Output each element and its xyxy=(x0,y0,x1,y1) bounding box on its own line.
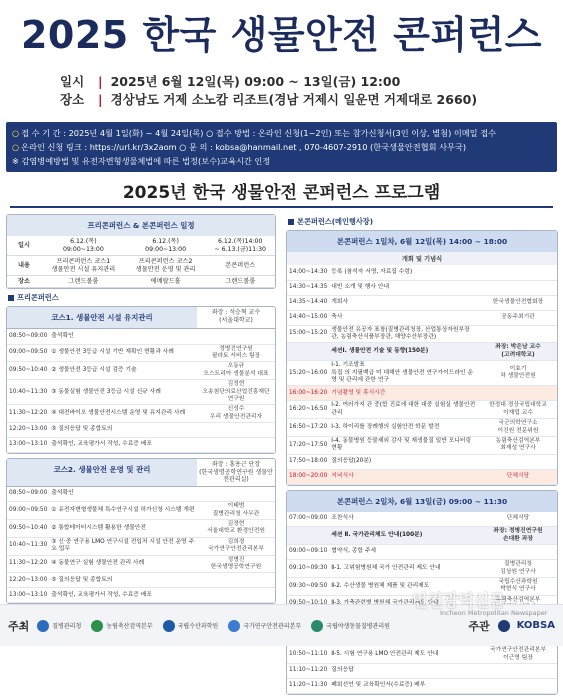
program-session: ④ 동물연구 실험 생물안전 관리 사례 xyxy=(49,555,197,573)
course1-title: 코스1. 생물안전 시설 유지관리 xyxy=(7,307,197,328)
program-speaker xyxy=(479,679,557,694)
program-row xyxy=(287,386,557,401)
schedule-cell-course2: 6.12.(목) 09:00~13:00 xyxy=(126,236,206,256)
org-name: 국가연구안전관리본부 xyxy=(243,623,302,630)
host-org xyxy=(37,620,81,632)
program-session: 세션 Ⅱ. 국가관리체도 안내(100분) xyxy=(329,527,479,545)
program-time: 11:20~11:30 xyxy=(287,679,329,694)
program-time: 14:30~14:35 xyxy=(287,280,329,295)
program-time: 18:00~20:00 xyxy=(287,469,329,484)
registration-box xyxy=(6,122,557,172)
program-row xyxy=(287,512,557,527)
organizer xyxy=(468,618,555,634)
divider-bar: | xyxy=(98,73,103,89)
program-time: 11:10~11:20 xyxy=(287,664,329,679)
newspaper-watermark: 인천광역신문 xyxy=(412,591,505,610)
program-session: Ⅱ-2. 수산생물 병원체 제품 및 관리제도 xyxy=(329,577,479,595)
program-session: 질의응답(20분) xyxy=(329,454,479,469)
day2-heading: 본콘퍼런스 2일차, 6월 13일(금) 09:00 ~ 11:30 xyxy=(287,491,557,512)
day1-card xyxy=(286,230,558,486)
opening-ceremony-label: 개회 및 기념식 xyxy=(287,252,557,265)
program-row xyxy=(7,537,275,555)
venue-row xyxy=(60,90,550,108)
program-speaker: 김정현 오송첨단의료산업진흥재단 연구원 xyxy=(197,380,275,405)
host-org xyxy=(311,620,390,632)
schedule-cell-course2: 프리콘퍼런스 코스2 생물안전 운영 및 관리 xyxy=(126,256,206,276)
program-time: 16:20~16:50 xyxy=(287,401,329,419)
schedule-row xyxy=(7,236,275,256)
program-session: 축사 xyxy=(329,310,479,325)
program-title: 2025년 한국 생물안전 콘퍼런스 프로그램 xyxy=(122,183,441,203)
program-speaker xyxy=(479,545,557,560)
program-session: 질의응답 xyxy=(329,664,479,679)
schedule-row-label: 일시 xyxy=(7,236,41,256)
venue-value: 경상남도 거제 소노캄 리조트(경남 거제시 일운면 거제대로 2660) xyxy=(110,92,478,107)
schedule-cell-main: 그랜드볼룸 xyxy=(205,276,275,288)
program-time: 14:00~14:30 xyxy=(287,265,329,280)
program-row xyxy=(7,380,275,405)
program-speaker: 한정대 경상국립대학교 이재업 교수 xyxy=(479,401,557,419)
program-session: 조찬식사 xyxy=(329,512,479,527)
schedule-row xyxy=(7,276,275,288)
program-time: 09:50~10:40 xyxy=(7,519,49,537)
program-speaker: 공동주최기관 xyxy=(479,310,557,325)
program-speaker: 김정현 서울대학교 환경안전원 xyxy=(197,519,275,537)
program-session: ⑤ 질의응답 및 종합토의 xyxy=(49,573,197,588)
schedule-row-label: 내용 xyxy=(7,256,41,276)
schedule-cell-course1: 6.12.(목) 09:00~13:00 xyxy=(41,236,126,256)
program-row xyxy=(7,329,275,344)
schedule-heading: 프리콘퍼런스 & 본콘퍼런스 일정 xyxy=(7,215,275,236)
program-row xyxy=(287,646,557,664)
program-time: 14:40~15:00 xyxy=(287,310,329,325)
host-org xyxy=(163,620,219,632)
program-time: 09:10~09:30 xyxy=(287,560,329,578)
program-speaker: 신성수 우리 생물안전관리자 xyxy=(197,405,275,423)
program-row xyxy=(287,310,557,325)
program-time: 10:40~11:30 xyxy=(7,537,49,555)
program-row xyxy=(287,295,557,310)
program-speaker: 한국생물안전협회장 xyxy=(479,295,557,310)
program-session: 기념촬영 및 휴식시간 xyxy=(329,386,479,401)
schedule-cell-main: 6.12.(목)14:00 ~ 6.13.(금)11:30 xyxy=(205,236,275,256)
program-speaker: 단체식당 xyxy=(479,469,557,484)
organizer-name: KOBSA xyxy=(516,620,555,631)
program-row xyxy=(7,487,275,502)
program-row xyxy=(7,519,275,537)
program-row xyxy=(7,588,275,603)
program-speaker: 정병진연구원 필라토 서비스 팀장 xyxy=(197,344,275,362)
program-session: 세션Ⅰ. 생물안전 기술 및 동향(150분) xyxy=(329,343,479,361)
org-name: 국립야생동물질병관리원 xyxy=(326,623,390,630)
program-time: 14:35~14:40 xyxy=(287,295,329,310)
program-time: 09:00~09:50 xyxy=(7,502,49,520)
left-column xyxy=(6,214,276,617)
program-session: Ⅱ-1. 고위험병원체 국가 안전관리 제도 안내 xyxy=(329,560,479,578)
program-time: 12:20~13:00 xyxy=(7,423,49,438)
day1-table xyxy=(287,265,557,485)
program-row xyxy=(287,325,557,343)
program-row xyxy=(287,401,557,419)
program-session: ③ 동물실험 생물안전 3등급 시설 신규 사례 xyxy=(49,380,197,405)
program-row xyxy=(287,343,557,361)
program-session: 저녁식사 xyxy=(329,469,479,484)
org-emblem-icon xyxy=(228,620,240,632)
schedule-cell-course1: 프리콘퍼런스 코스1 생물안전 시설 유지관리 xyxy=(41,256,126,276)
schedule-row xyxy=(7,256,275,276)
square-bullet-icon xyxy=(288,219,294,225)
registration-line-3: ※ 감염병예방법 및 유전자변형생물체법에 따른 법정(보수)교육시간 인정 xyxy=(12,156,271,166)
program-speaker: 좌장: 박은남 교수 (고려대학교) xyxy=(479,343,557,361)
organizer-label: 주관 xyxy=(468,619,490,633)
program-time: 17:20~17:50 xyxy=(287,436,329,454)
program-speaker: 이태범 질병관리청 사무관 xyxy=(197,502,275,520)
program-row xyxy=(287,679,557,694)
program-session: 등록 (참석자 서명, 자료집 수령) xyxy=(329,265,479,280)
date-value: 2025년 6월 12일(목) 09:00 ~ 13일(금) 12:00 xyxy=(110,74,401,89)
program-time: 13:00~13:10 xyxy=(7,438,49,453)
org-emblem-icon xyxy=(37,620,49,632)
program-speaker: 국가연구안전관리본부 이근영 팀장 xyxy=(479,646,557,664)
program-row xyxy=(7,423,275,438)
program-speaker: 국립수산과학원 박현식 연구사 xyxy=(479,577,557,595)
program-speaker xyxy=(479,664,557,679)
program-speaker xyxy=(479,265,557,280)
program-row xyxy=(7,362,275,380)
program-row xyxy=(7,502,275,520)
host-org xyxy=(91,620,152,632)
schedule-cell-course1: 그랜드볼룸 xyxy=(41,276,126,288)
program-time: 09:00~09:10 xyxy=(287,545,329,560)
date-key: 일시 xyxy=(60,74,85,89)
venue-key: 장소 xyxy=(60,92,85,107)
program-speaker: 오동규 오스트리아 생물분석 대표 xyxy=(197,362,275,380)
program-speaker xyxy=(197,438,275,453)
program-session: 출석확인 xyxy=(49,487,197,502)
program-session: ① 생물안전 3등급 시설 기반 재확인 현황과 사례 xyxy=(49,344,197,362)
newspaper-watermark-sub: Incheon Metropolitan Newspaper xyxy=(440,609,548,617)
date-row xyxy=(60,72,550,90)
program-speaker: 국군의학연구소 이진원 전문위원 xyxy=(479,419,557,437)
program-time: 15:00~15:20 xyxy=(287,325,329,343)
program-time: 13:00~13:10 xyxy=(7,588,49,603)
schedule-card xyxy=(6,214,276,289)
program-session: 생물안전 유공자 표창(질병관리청장, 산업통상자원부장관, 농림축산식품부장관, 해양수산부장관) xyxy=(329,325,479,343)
divider-line xyxy=(10,206,553,208)
program-time: 07:00~09:00 xyxy=(287,512,329,527)
program-row xyxy=(287,560,557,578)
program-row xyxy=(287,280,557,295)
program-session: Ⅰ-1. 기조발표 특집 의 지필백급 미 대해안 생물안전 연구가이드라인 운영 및 관리에 관한 연구 xyxy=(329,361,479,386)
schedule-row-label: 장소 xyxy=(7,276,41,288)
program-session: 출석확인, 교육평가서 작성, 수료증 배포 xyxy=(49,438,197,453)
course2-chair: 좌장 : 홍용근 단장 (한국생명공학연구원 생물안전관리실) xyxy=(199,461,273,484)
program-speaker: 김희경 국가연구안전관리본부 xyxy=(197,537,275,555)
program-speaker xyxy=(197,573,275,588)
schedule-table xyxy=(7,236,275,288)
program-row xyxy=(7,344,275,362)
program-time xyxy=(287,527,329,545)
host-org xyxy=(228,620,301,632)
divider-bar: | xyxy=(98,91,103,107)
event-info xyxy=(60,72,550,108)
program-speaker xyxy=(197,423,275,438)
program-row xyxy=(7,405,275,423)
program-row xyxy=(287,527,557,545)
course1-table xyxy=(7,329,275,453)
program-session: ① 유전자변형생물체 특수연구시설 허가신청 시스템 개편 xyxy=(49,502,197,520)
program-time: 11:30~12:20 xyxy=(7,405,49,423)
host-label: 주최 xyxy=(8,619,30,633)
program-session: 출석확인, 교육평가서 작성, 수료증 배포 xyxy=(49,588,197,603)
course1-chair: 좌장 : 석승혁 교수 (서울대학교) xyxy=(211,309,261,324)
course2-title: 코스2. 생물안전 운영 및 관리 xyxy=(7,459,197,486)
program-session: ④ 대전바이오 생물안전시스템 운영 및 유지관리 사례 xyxy=(49,405,197,423)
org-name: 국립수산과학원 xyxy=(177,623,219,630)
program-time: 09:50~10:40 xyxy=(7,362,49,380)
program-speaker: 농림축산검역본부 xyxy=(479,595,557,613)
program-speaker xyxy=(197,487,275,502)
program-speaker xyxy=(479,454,557,469)
program-time: 11:30~12:20 xyxy=(7,555,49,573)
pre-conference-label: 프리콘퍼런스 xyxy=(8,293,276,303)
program-speaker xyxy=(479,325,557,343)
program-session: Ⅰ-2. 여러가지 관 중(합 진료에 대한 대중 실험실 생물안전 관리 xyxy=(329,401,479,419)
program-row xyxy=(287,361,557,386)
course2-table xyxy=(7,487,275,604)
program-time: 09:00~09:50 xyxy=(7,344,49,362)
program-row xyxy=(287,664,557,679)
org-emblem-icon xyxy=(311,620,323,632)
program-row xyxy=(287,419,557,437)
program-time: 16:00~16:20 xyxy=(287,386,329,401)
kobsa-logo-icon xyxy=(498,620,510,632)
program-session: 폐회선언 및 교육확인서(수료증) 배부 xyxy=(329,679,479,694)
program-row xyxy=(287,469,557,484)
program-row xyxy=(7,555,275,573)
program-speaker xyxy=(479,280,557,295)
program-speaker xyxy=(197,588,275,603)
program-time: 10:50~11:10 xyxy=(287,646,329,664)
schedule-cell-course2: 에메랄드홀 xyxy=(126,276,206,288)
program-row xyxy=(287,545,557,560)
program-row xyxy=(287,265,557,280)
program-time: 16:50~17:20 xyxy=(287,419,329,437)
program-speaker: 이효기 차 생물안전원 xyxy=(479,361,557,386)
day1-heading: 본콘퍼런스 1일차, 6월 12일(목) 14:00 ~ 18:00 xyxy=(287,231,557,252)
program-session: 협약식, 종합 주세 xyxy=(329,545,479,560)
program-session: 개회사 xyxy=(329,295,479,310)
program-session: 내빈 소개 및 행사 안내 xyxy=(329,280,479,295)
program-speaker: 질병관리청 김상원 연구사 xyxy=(479,560,557,578)
org-name: 질병관리청 xyxy=(52,623,82,630)
program-speaker: 좌장: 정병진연구원 손대환 과장 xyxy=(479,527,557,545)
org-emblem-icon xyxy=(163,620,175,632)
org-name: 농림축산검역본부 xyxy=(106,623,153,630)
course1-card xyxy=(6,306,276,454)
host-organizations xyxy=(37,620,400,632)
schedule-cell-main: 본콘퍼런스 xyxy=(205,256,275,276)
program-time: 17:50~18:00 xyxy=(287,454,329,469)
program-session: ② 생물안전 3등급 시설 검증 기술 xyxy=(49,362,197,380)
course2-card xyxy=(6,458,276,604)
program-time: 12:20~13:00 xyxy=(7,573,49,588)
program-time: 08:50~09:00 xyxy=(7,329,49,344)
program-speaker: 농림축산검역본부 최재성 연구사 xyxy=(479,436,557,454)
program-speaker: 단체식당 xyxy=(479,512,557,527)
program-row xyxy=(7,438,275,453)
registration-line-2: ○ 온라인 신청 링크 : https://url.kr/3x2aom ○ 문 의 : kobsa@hanmail.net , 070-4607-2910 (한국생물안전협회 사무국) xyxy=(12,142,467,152)
program-time: 15:20~16:00 xyxy=(287,361,329,386)
program-speaker xyxy=(197,329,275,344)
program-speaker: 정병진 한국생명공학연구원 xyxy=(197,555,275,573)
program-session: Ⅱ-5. 시험 연구용 LMO 안전관리 제도 안내 xyxy=(329,646,479,664)
program-session: Ⅰ-3. 하이리를 장례행의 실험안전 학문 발전 xyxy=(329,419,479,437)
program-speaker xyxy=(479,386,557,401)
program-session: ② 통합테이터시스템 활용한 생물안전 xyxy=(49,519,197,537)
program-session: Ⅰ-4. 동물병원 등물제외 감사 및 재생물질 일반 모니터링 현황 xyxy=(329,436,479,454)
org-emblem-icon xyxy=(91,620,103,632)
program-session: 출석확인 xyxy=(49,329,197,344)
registration-line-1: ○ 접 수 기 간 : 2025년 4월 1일(화) ~ 4월 24일(목) ○ 접수 방법 : 온라인 신청(1~2인) 또는 참가신청서(3인 이상, 별첨) 이메일 접수 xyxy=(12,128,497,138)
program-row xyxy=(287,454,557,469)
square-bullet-icon xyxy=(8,295,14,301)
program-row xyxy=(287,436,557,454)
program-session: ⑤ 질의응답 및 종합토의 xyxy=(49,423,197,438)
page-title: 2025 한국 생물안전 콘퍼런스 xyxy=(20,13,543,57)
program-time xyxy=(287,343,329,361)
program-time: 08:50~09:00 xyxy=(7,487,49,502)
program-time: 09:30~09:50 xyxy=(287,577,329,595)
program-time: 10:40~11:30 xyxy=(7,380,49,405)
main-conference-label: 본콘퍼런스(메인행사장) xyxy=(288,217,558,227)
program-session: ③ 신·중 연구용 LMO 연구시설 전입처 시설 안전 운영 주요 업무 xyxy=(49,537,197,555)
program-row xyxy=(7,573,275,588)
